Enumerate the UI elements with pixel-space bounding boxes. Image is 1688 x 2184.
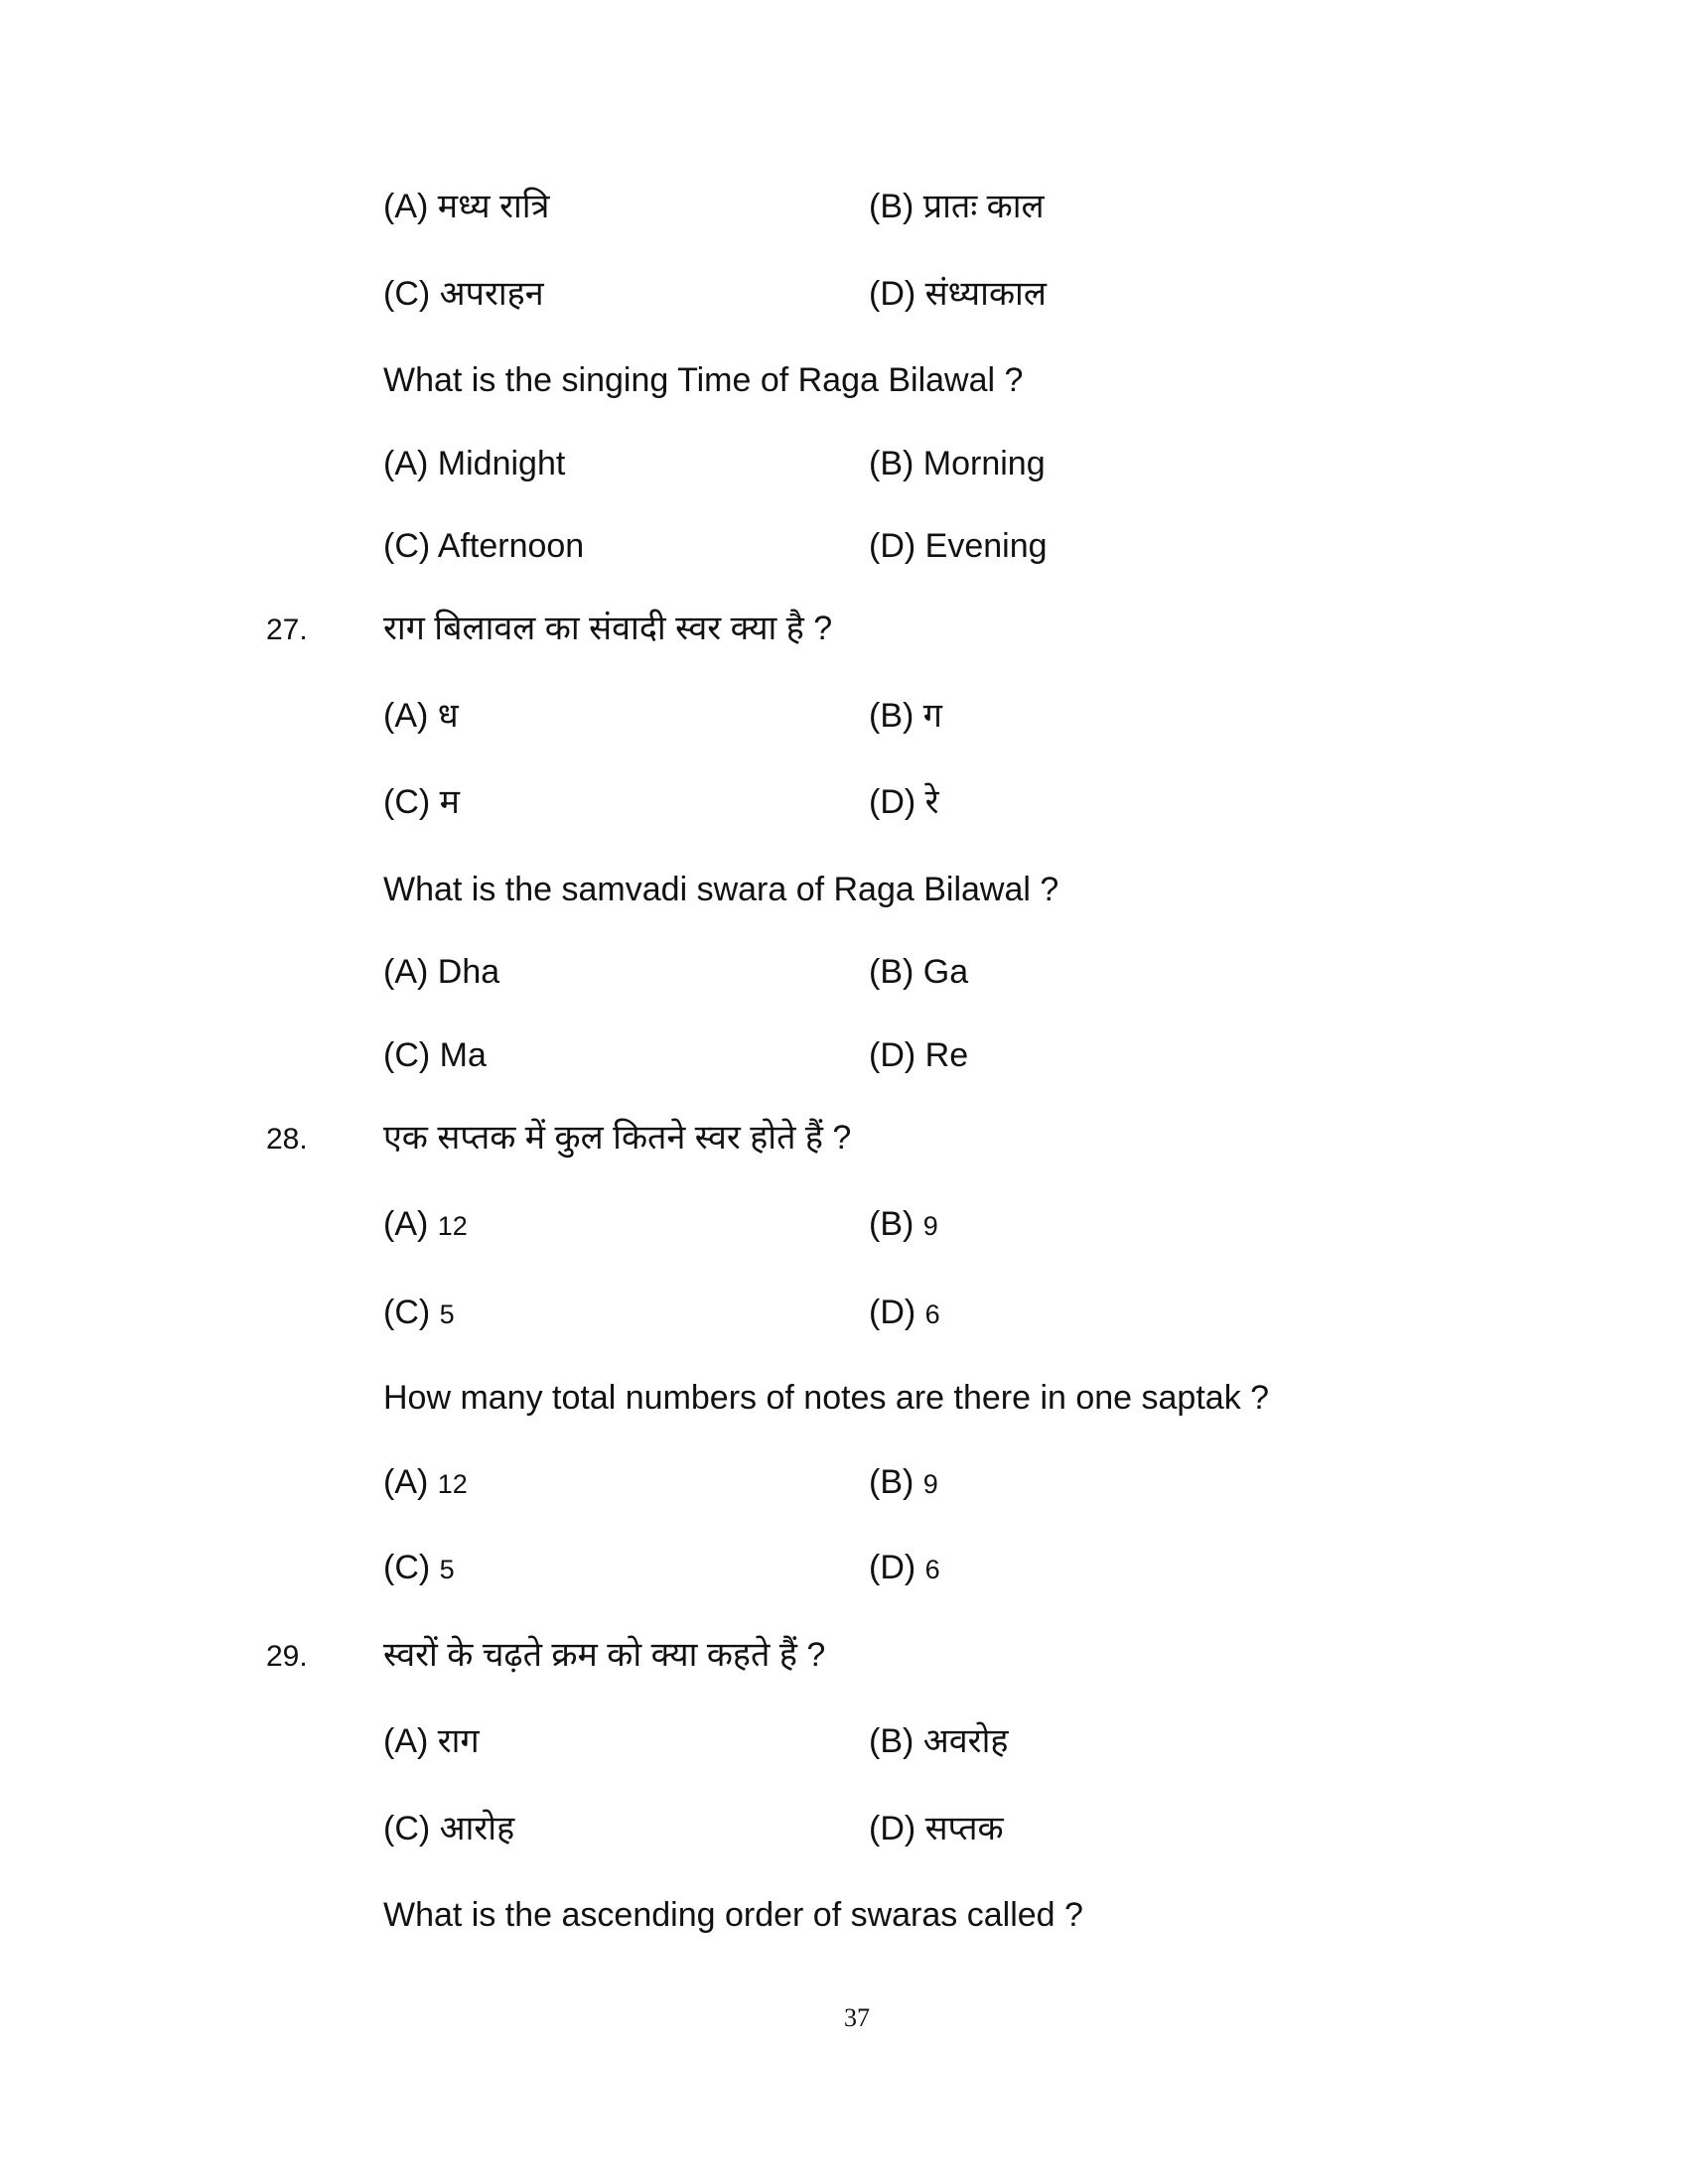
q28-question-hi: एक सप्तक में कुल कितने स्वर होते हैं ?	[383, 1119, 852, 1157]
q27-number: 27.	[266, 614, 308, 646]
q28-question-en: How many total numbers of notes are there in one saptak ?	[383, 1379, 1270, 1417]
q27-option-c-hi: (C) म	[383, 783, 460, 821]
q28-option-c-en: (C) 5	[383, 1549, 455, 1586]
q28-number: 28.	[266, 1123, 308, 1156]
q27-option-d-hi: (D) रे	[869, 783, 939, 821]
q28-option-b-hi: (B) 9	[869, 1205, 938, 1243]
q29-option-d-hi: (D) सप्तक	[869, 1810, 1004, 1847]
q28-option-d-en: (D) 6	[869, 1549, 940, 1586]
q27-option-a-en: (A) Dha	[383, 953, 500, 991]
q27-option-a-hi: (A) ध	[383, 697, 459, 735]
q28-option-a-hi: (A) 12	[383, 1205, 468, 1243]
q29-option-b-hi: (B) अवरोह	[869, 1722, 1009, 1760]
q27-option-c-en: (C) Ma	[383, 1036, 487, 1074]
q29-question-en: What is the ascending order of swaras called ?	[383, 1896, 1083, 1934]
q28-option-d-hi: (D) 6	[869, 1294, 940, 1331]
q29-question-hi: स्वरों के चढ़ते क्रम को क्या कहते हैं ?	[383, 1636, 826, 1674]
q29-option-a-hi: (A) राग	[383, 1722, 480, 1760]
q26-option-d-en: (D) Evening	[869, 527, 1048, 565]
q29-number: 29.	[266, 1640, 308, 1673]
q26-option-a-hi: (A) मध्य रात्रि	[383, 188, 550, 225]
page-number: 37	[844, 2003, 870, 2032]
q27-option-b-en: (B) Ga	[869, 953, 969, 991]
q27-question-hi: राग बिलावल का संवादी स्वर क्या है ?	[383, 610, 833, 647]
q26-option-b-en: (B) Morning	[869, 445, 1046, 482]
q26-option-a-en: (A) Midnight	[383, 445, 566, 482]
q26-option-c-hi: (C) अपराहन	[383, 275, 544, 313]
q26-option-d-hi: (D) संध्याकाल	[869, 275, 1047, 313]
q26-option-b-hi: (B) प्रातः काल	[869, 188, 1045, 225]
q26-question-en: What is the singing Time of Raga Bilawal ?	[383, 361, 1024, 399]
q28-option-b-en: (B) 9	[869, 1463, 938, 1501]
q26-option-c-en: (C) Afternoon	[383, 527, 585, 565]
q27-option-b-hi: (B) ग	[869, 697, 942, 735]
q29-option-c-hi: (C) आरोह	[383, 1810, 515, 1847]
q28-option-c-hi: (C) 5	[383, 1294, 455, 1331]
q27-question-en: What is the samvadi swara of Raga Bilawal ?	[383, 871, 1059, 908]
q28-option-a-en: (A) 12	[383, 1463, 468, 1501]
q27-option-d-en: (D) Re	[869, 1036, 969, 1074]
